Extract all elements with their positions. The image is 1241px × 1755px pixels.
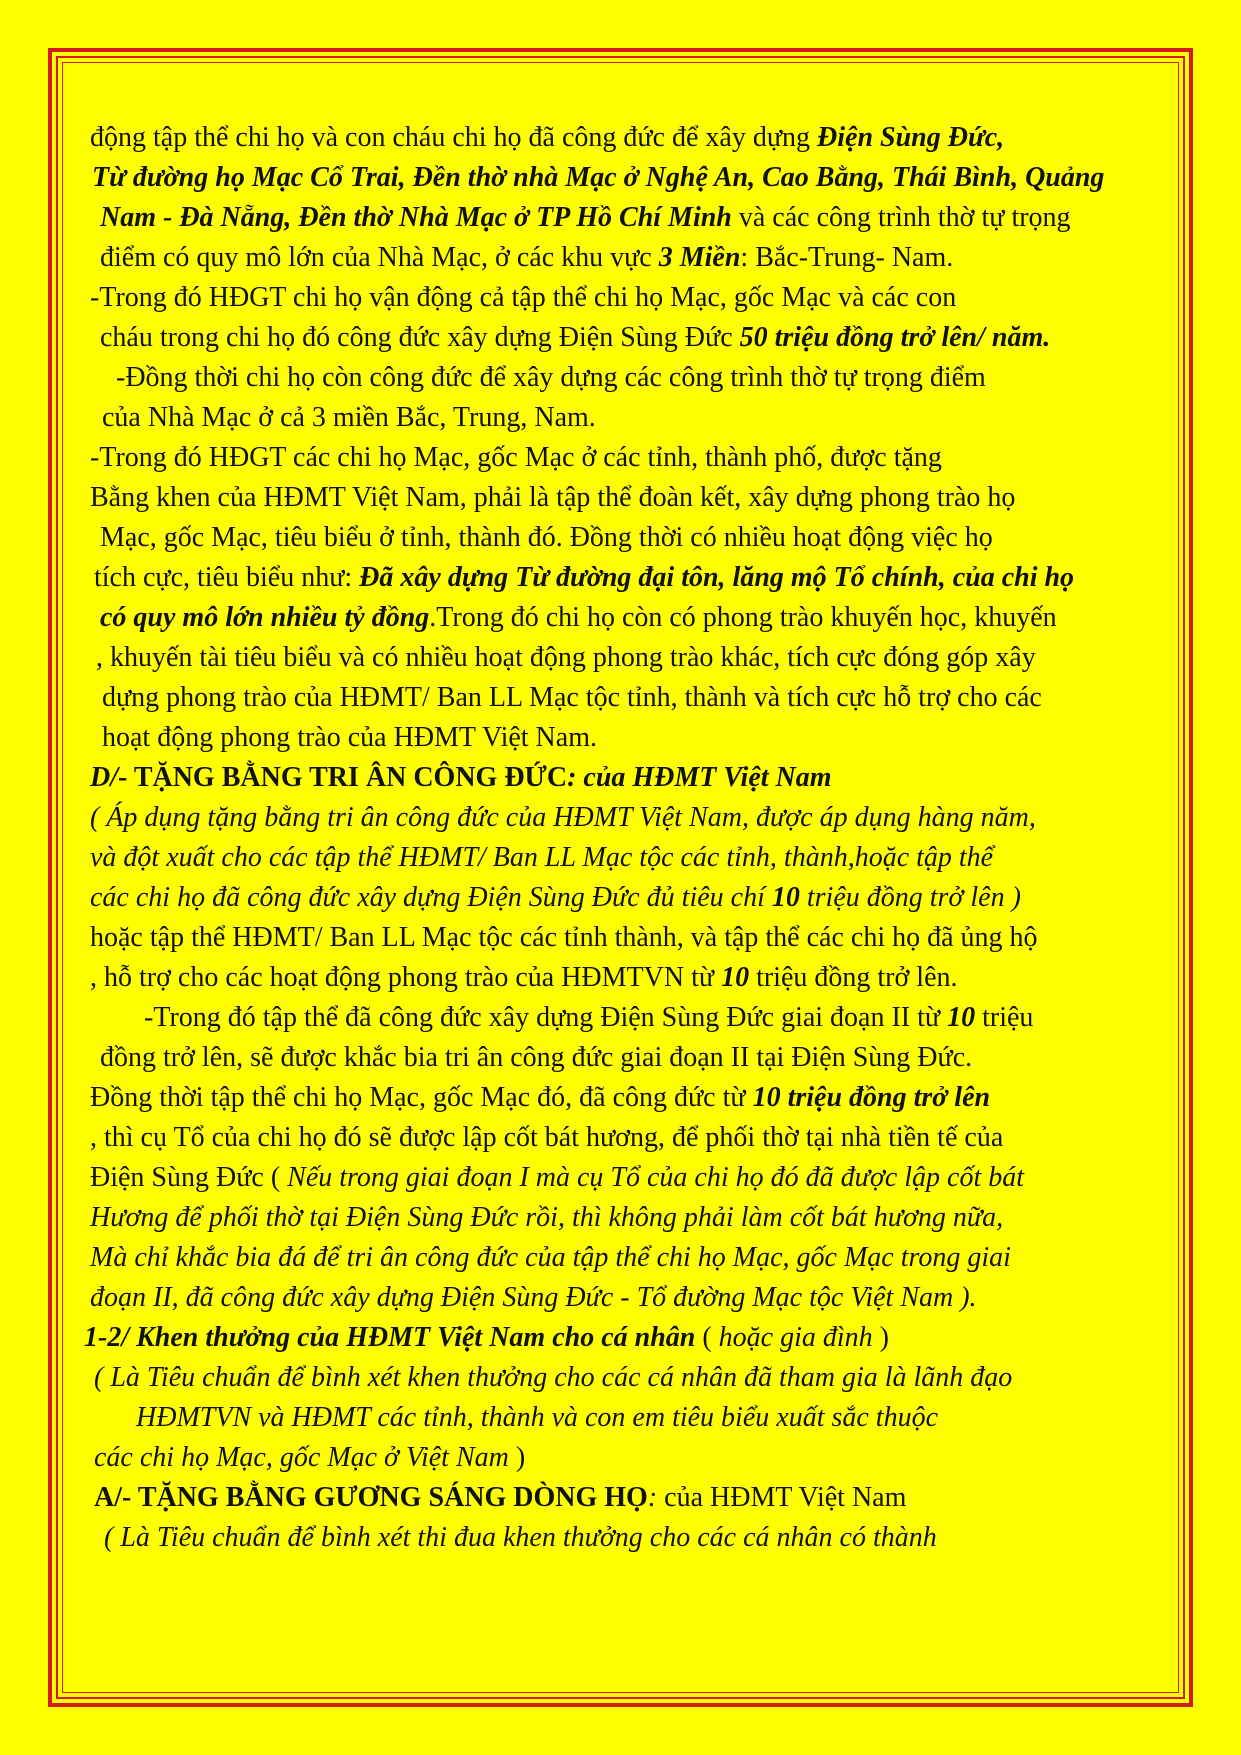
text-line: [90, 1118, 1003, 1158]
text-line: [102, 718, 597, 758]
text-segment: của HĐMT Việt Nam: [657, 1482, 907, 1513]
text-segment: Đã xây dựng Từ đường đại tôn, lăng mộ Tổ chính, của chi họ: [359, 562, 1075, 593]
text-segment: 10 triệu đồng trở lên: [752, 1082, 991, 1113]
text-segment: Điện Sùng Đức (: [90, 1162, 288, 1193]
text-segment: của Nhà Mạc ở cả 3 miền Bắc, Trung, Nam.: [102, 402, 596, 433]
text-line: [90, 838, 993, 878]
text-segment: Điện Sùng Đức,: [817, 122, 1005, 153]
text-line: [90, 918, 1038, 958]
text-segment: D/: [90, 762, 118, 793]
text-line: [90, 798, 1036, 838]
text-line: [136, 1398, 938, 1438]
text-line: [100, 318, 1050, 358]
text-line: [90, 1198, 1003, 1238]
text-segment: Nếu trong giai đoạn I mà cụ Tổ của chi họ đó đã được lập cốt bát: [287, 1162, 1025, 1193]
text-segment: Nam - Đà Nẵng, Đền thờ Nhà Mạc ở TP Hồ Chí Minh: [100, 202, 732, 233]
text-segment: Đồng thời tập thể chi họ Mạc, gốc Mạc đó, đã công đức từ: [90, 1082, 753, 1113]
text-segment: , thì cụ Tổ của chi họ đó sẽ được lập cốt bát hương, để phối thờ tại nhà tiền tế của: [90, 1122, 1004, 1153]
text-segment: triệu: [975, 1002, 1034, 1033]
text-segment: hoặc tập thể HĐMT/ Ban LL Mạc tộc các tỉnh thành, và tập thể các chi họ đã ủng hộ: [90, 922, 1038, 953]
text-segment: - TẶNG BẰNG TRI ÂN CÔNG ĐỨC: [118, 762, 568, 793]
text-segment: Mạc, gốc Mạc, tiêu biểu ở tỉnh, thành đó. Đồng thời có nhiều hoạt động việc họ: [100, 522, 993, 553]
text-segment: (: [695, 1322, 719, 1353]
text-segment: đồng trở lên, sẽ được khắc bia tri ân công đức giai đoạn II tại Điện Sùng Đức.: [100, 1042, 973, 1073]
text-segment: điểm có quy mô lớn của Nhà Mạc, ở các khu vực: [100, 242, 659, 273]
text-segment: A/- TẶNG BẰNG GƯƠNG SÁNG DÒNG HỌ: [94, 1482, 648, 1513]
text-segment: động tập thể chi họ và con cháu chi họ đã công đức để xây dựng: [90, 122, 818, 153]
text-line: [90, 438, 942, 478]
text-segment: -Trong đó tập thể đã công đức xây dựng Điện Sùng Đức giai đoạn II từ: [144, 1002, 948, 1033]
text-segment: 1-2/ Khen thưởng của HĐMT Việt Nam cho cá nhân: [84, 1322, 696, 1353]
text-line: [94, 1478, 906, 1518]
text-segment: 50 triệu đồng trở lên/ năm.: [739, 322, 1051, 353]
text-segment: tích cực, tiêu biểu như:: [94, 562, 360, 593]
text-segment: và các công trình thờ tự trọng: [731, 202, 1071, 233]
text-line: [96, 638, 1036, 678]
text-segment: hoặc gia đình: [718, 1322, 873, 1353]
text-segment: Từ đường họ Mạc Cổ Trai, Đền thờ nhà Mạc ở Nghệ An, Cao Bằng, Thái Bình, Quảng: [92, 162, 1105, 193]
text-line: [90, 1078, 990, 1118]
text-line: [90, 1278, 977, 1318]
text-segment: , hỗ trợ cho các hoạt động phong trào của HĐMTVN từ: [90, 962, 722, 993]
text-line: [100, 198, 1071, 238]
text-segment: HĐMTVN và HĐMT các tỉnh, thành và con em tiêu biểu xuất sắc thuộc: [136, 1402, 939, 1433]
text-line: [94, 1358, 1012, 1398]
text-line: [90, 118, 1004, 158]
text-line: [90, 278, 956, 318]
text-segment: -Trong đó HĐGT các chi họ Mạc, gốc Mạc ở các tỉnh, thành phố, được tặng: [90, 442, 942, 473]
text-segment: ( Là Tiêu chuẩn để bình xét thi đua khen thưởng cho các cá nhân có thành: [104, 1522, 937, 1553]
text-segment: các chi họ đã công đức xây dựng Điện Sùng Đức đủ tiêu chí: [90, 882, 772, 913]
text-line: [90, 958, 958, 998]
text-segment: ( Áp dụng tặng bằng tri ân công đức của HĐMT Việt Nam, được áp dụng hàng năm,: [90, 802, 1036, 833]
text-segment: đoạn II, đã công đức xây dựng Điện Sùng Đức - Tổ đường Mạc tộc Việt Nam ).: [90, 1282, 977, 1313]
text-segment: : Bắc-Trung- Nam.: [740, 242, 954, 273]
text-segment: -Trong đó HĐGT chi họ vận động cả tập thể chi họ Mạc, gốc Mạc và các con: [90, 282, 957, 313]
text-segment: hoạt động phong trào của HĐMT Việt Nam.: [102, 722, 597, 753]
text-line: [102, 398, 596, 438]
text-line: [102, 678, 1042, 718]
text-line: [116, 358, 986, 398]
text-line: [90, 1158, 1024, 1198]
text-line: [90, 878, 1021, 918]
text-segment: Hương để phối thờ tại Điện Sùng Đức rồi, thì không phải làm cốt bát hương nữa,: [90, 1202, 1004, 1233]
text-line: [144, 998, 1033, 1038]
text-segment: 10: [771, 882, 800, 913]
text-segment: ( Là Tiêu chuẩn để bình xét khen thưởng cho các cá nhân đã tham gia là lãnh đạo: [94, 1362, 1013, 1393]
text-segment: ): [872, 1322, 889, 1353]
text-segment: Bằng khen của HĐMT Việt Nam, phải là tập thể đoàn kết, xây dựng phong trào họ: [90, 482, 1016, 513]
text-segment: cháu trong chi họ đó công đức xây dựng Điện Sùng Đức: [100, 322, 740, 353]
text-line: [100, 598, 1057, 638]
text-line: [94, 1438, 525, 1478]
text-segment: 10: [721, 962, 750, 993]
text-line: [90, 758, 832, 798]
text-line: [104, 1518, 937, 1558]
text-segment: các chi họ Mạc, gốc Mạc ở Việt Nam: [94, 1442, 509, 1473]
text-line: [90, 478, 1015, 518]
text-segment: -Đồng thời chi họ còn công đức để xây dựng các công trình thờ tự trọng điểm: [116, 362, 986, 393]
text-line: [92, 158, 1104, 198]
text-segment: : của HĐMT Việt Nam: [567, 762, 832, 793]
text-segment: triệu đồng trở lên.: [749, 962, 958, 993]
text-line: [84, 1318, 889, 1358]
text-line: [100, 238, 953, 278]
text-segment: Mà chỉ khắc bia đá để tri ân công đức của tập thể chi họ Mạc, gốc Mạc trong giai: [90, 1242, 1011, 1273]
text-segment: và đột xuất cho các tập thể HĐMT/ Ban LL Mạc tộc các tỉnh, thành,hoặc tập thể: [90, 842, 994, 873]
text-segment: :: [647, 1482, 658, 1513]
text-line: [90, 1238, 1011, 1278]
text-segment: 3 Miền: [658, 242, 741, 273]
text-segment: .Trong đó chi họ còn có phong trào khuyến học, khuyến: [429, 602, 1057, 633]
text-line: [100, 1038, 972, 1078]
text-segment: ): [508, 1442, 526, 1473]
text-segment: triệu đồng trở lên ): [799, 882, 1021, 913]
text-segment: , khuyến tài tiêu biểu và có nhiều hoạt động phong trào khác, tích cực đóng góp xây: [96, 642, 1036, 673]
document-body: [84, 118, 1170, 1678]
text-segment: có quy mô lớn nhiều tỷ đồng: [100, 602, 430, 633]
text-segment: dựng phong trào của HĐMT/ Ban LL Mạc tộc tỉnh, thành và tích cực hỗ trợ cho các: [102, 682, 1042, 713]
text-segment: 10: [947, 1002, 976, 1033]
text-line: [100, 518, 993, 558]
text-line: [94, 558, 1074, 598]
